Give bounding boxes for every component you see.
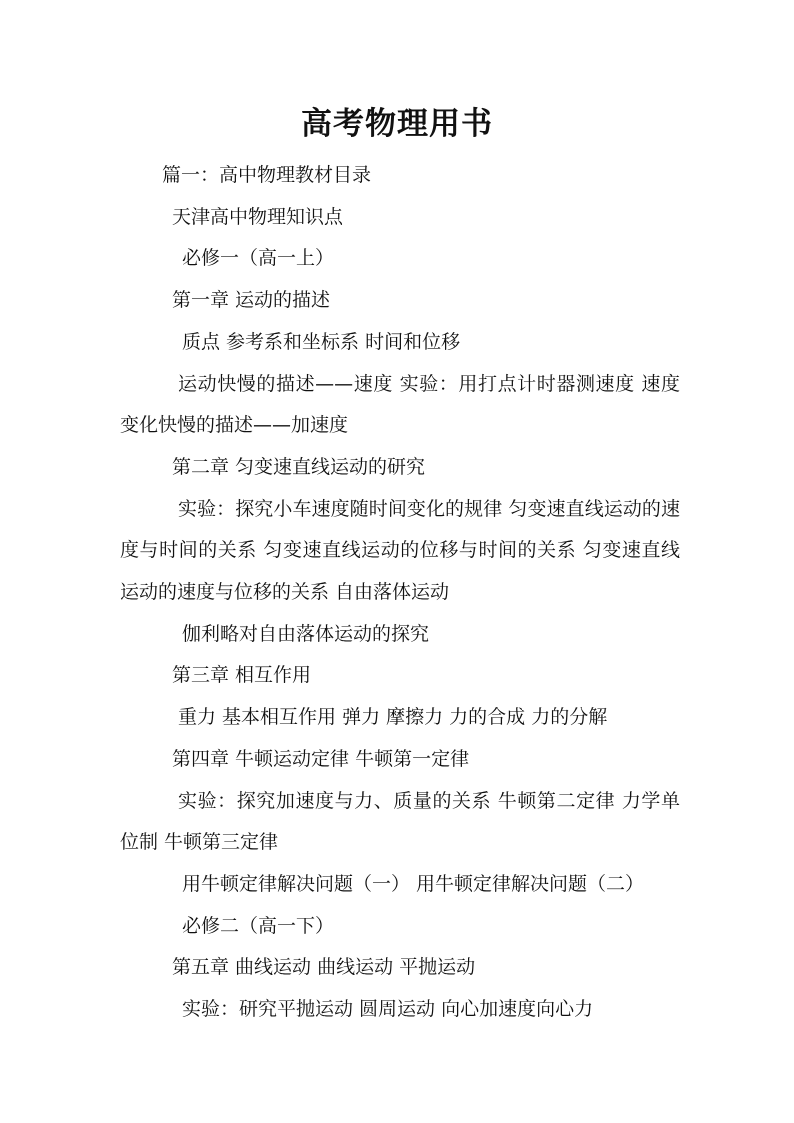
body-paragraph: 质点 参考系和坐标系 时间和位移: [182, 330, 461, 353]
document-body: [120, 155, 680, 1031]
body-paragraph: 运动快慢的描述——速度 实验：用打点计时器测速度 速度变化快慢的描述——加速度: [120, 372, 680, 437]
body-paragraph: 重力 基本相互作用 弹力 摩擦力 力的合成 力的分解: [178, 706, 608, 729]
body-paragraph: 实验：探究小车速度随时间变化的规律 匀变速直线运动的速度与时间的关系 匀变速直线运动的位移与时间的关系 匀变速直线运动的速度与位移的关系 自由落体运动: [120, 497, 680, 604]
body-paragraph: 实验：探究加速度与力、质量的关系 牛顿第二定律 力学单位制 牛顿第三定律: [120, 789, 680, 854]
body-paragraph: 篇一：高中物理教材目录: [162, 164, 372, 186]
document-title: 高考物理用书: [301, 106, 493, 142]
body-paragraph: 第三章 相互作用: [172, 664, 312, 687]
body-paragraph: 第二章 匀变速直线运动的研究: [172, 455, 426, 478]
body-paragraph: 实验：研究平抛运动 圆周运动 向心加速度向心力: [182, 998, 594, 1021]
body-paragraph: 第一章 运动的描述: [172, 289, 331, 312]
body-paragraph: 必修二（高一下）: [182, 914, 335, 937]
body-paragraph: 第四章 牛顿运动定律 牛顿第一定律: [172, 747, 470, 770]
body-paragraph: 用牛顿定律解决问题（一） 用牛顿定律解决问题（二）: [182, 872, 645, 895]
body-paragraph: 伽利略对自由落体运动的探究: [182, 622, 430, 645]
body-paragraph: 必修一（高一上）: [182, 247, 335, 270]
body-paragraph: 第五章 曲线运动 曲线运动 平抛运动: [172, 956, 476, 979]
body-paragraph: 天津高中物理知识点: [172, 205, 344, 228]
